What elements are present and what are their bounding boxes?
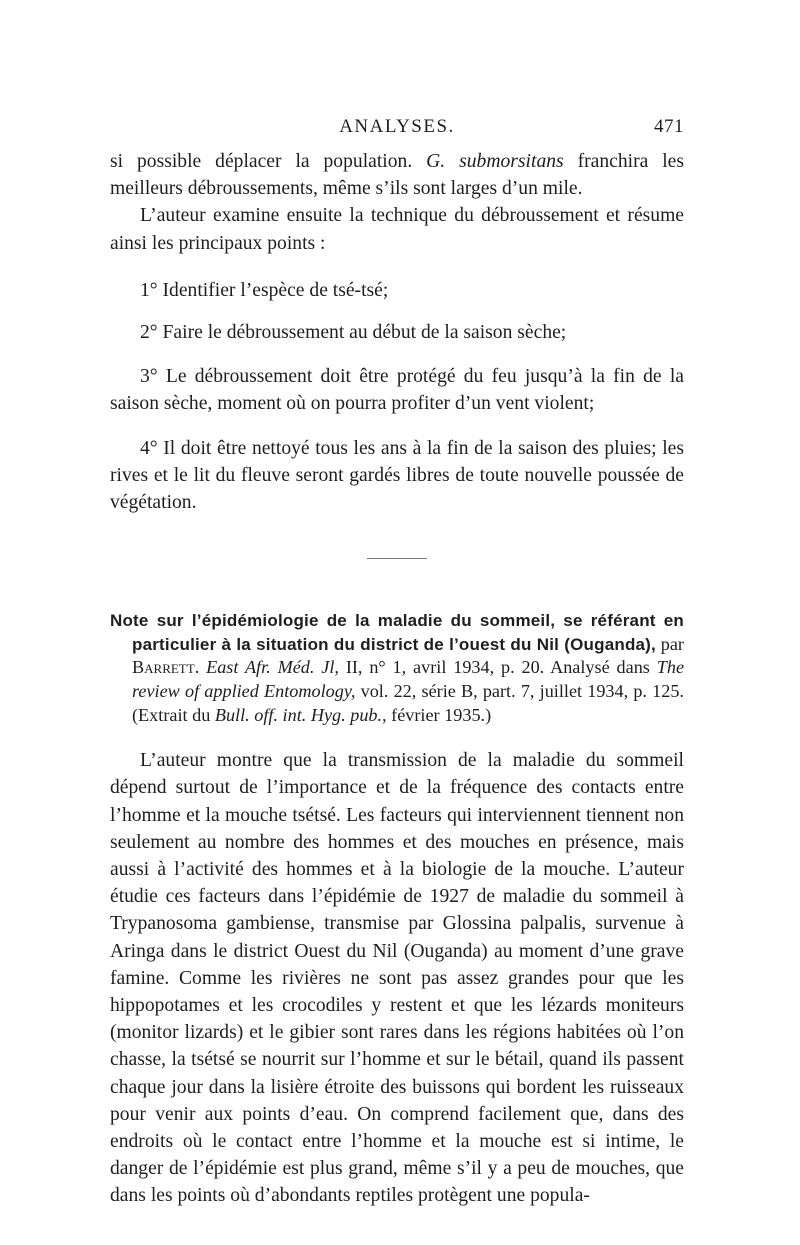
ref-text: par [655, 633, 684, 654]
section-divider [367, 558, 427, 559]
ref-text: . [194, 657, 207, 678]
paragraph-continued [110, 148, 684, 202]
paragraph-text: franchira les meilleurs débroussements, même s’ils sont larges d’un mile. [110, 151, 685, 200]
list-item-4: 4° Il doit être nettoyé tous les ans à la fin de la saison des pluies; les rives et le lit du fleuve seront gardés libres de toute nouvelle poussée de végétation. [110, 437, 684, 514]
author-name: Barrett [132, 657, 195, 678]
analysis-body: L’auteur montre que la transmission de la maladie du sommeil dépend surtout de l’importance et de la fréquence des contacts entre l’homme et la mouche tsétsé. Les facteurs qui interviennent tiennent non seulement au nombre des hommes et des mouches en présence, mais aussi à l’activité des hommes et à la biologie de la mouche. L’auteur étudie ces facteurs dans l’épidémie de 1927 de maladie du sommeil à Trypanosoma gambiense, transmise par Glossina palpalis, survenue à Aringa dans le district Ouest du Nil (Ouganda) au moment d’une grave famine. Comme les rivières ne sont pas assez grandes pour que les hippopotames et les crocodiles y restent et que les lézards moniteurs (monitor lizards) et le gibier sont rares dans les régions habitées où l’on chasse, la tsétsé se nourrit sur l’homme et sur le bétail, quand ils passent chaque jour dans la lisière étroite des buissons qui bordent les ruisseaux pour venir aux points d’eau. On comprend facilement que, dans des endroits où le contact entre l’homme et la mouche est si intime, le danger de l’épidémie est plus grand, même s’il y a peu de mouches, que dans les points où d’abondants reptiles protègent une popula- [110, 750, 684, 1207]
paragraph-intro-list: L’auteur examine ensuite la technique du débroussement et résume ainsi les principaux points : [110, 205, 684, 254]
page [110, 108, 684, 1210]
bibliographic-reference [110, 609, 684, 727]
journal-name: Bull. off. int. Hyg. pub., [214, 704, 387, 725]
ref-text: vol. 22, série B, part. 7, juillet 1934, p. 125. (Extrait du [132, 681, 684, 725]
header-title: ANALYSES. [339, 116, 455, 137]
journal-name: The review of applied Entomology, [132, 657, 685, 702]
list-item-1: 1° Identifier l’espèce de tsé-tsé; [140, 279, 389, 301]
list-item-2: 2° Faire le débroussement au début de la saison sèche; [140, 322, 567, 344]
journal-name: East Afr. Méd. Jl, [206, 657, 339, 678]
article-title: Note sur l’épidémiologie de la maladie du sommeil, se référant en particulier à la situation du district de l’ouest du Nil (Ouganda), [110, 611, 684, 654]
page-number: 471 [654, 116, 684, 137]
list-item-3: 3° Le débroussement doit être protégé du feu jusqu’à la fin de la saison sèche, moment où on pourra profiter d’un vent violent; [110, 366, 684, 415]
ref-text: février 1935.) [386, 704, 492, 725]
paragraph-text: si possible déplacer la population. [110, 151, 427, 172]
running-header [110, 108, 684, 140]
ref-text: II, n° 1, avril 1934, p. 20. Analysé dans [338, 657, 657, 678]
species-name: G. submorsitans [426, 151, 564, 172]
